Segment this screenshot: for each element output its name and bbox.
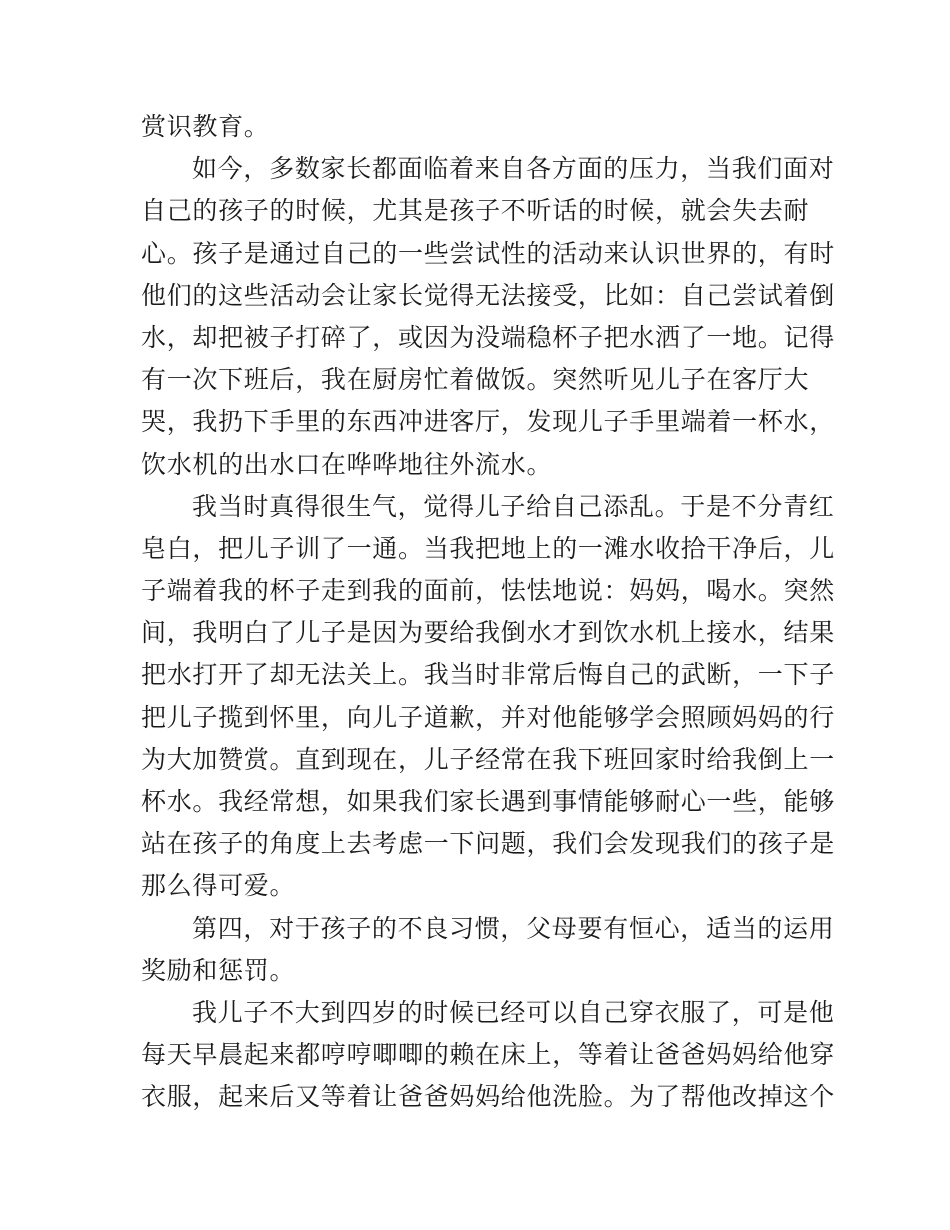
text-line: 子端着我的杯子走到我的面前，怯怯地说：妈妈，喝水。突然 [141, 576, 835, 606]
text-line: 水，却把被子打碎了，或因为没端稳杯子把水洒了一地。记得 [141, 322, 835, 352]
text-line: 第四，对于孩子的不良习惯，父母要有恒心，适当的运用 [192, 913, 835, 943]
text-line: 把水打开了却无法关上。我当时非常后悔自己的武断，一下子 [141, 660, 835, 690]
text-line: 心。孩子是通过自己的一些尝试性的活动来认识世界的，有时 [141, 238, 835, 268]
text-line: 奖励和惩罚。 [141, 955, 296, 985]
text-line: 每天早晨起来都哼哼唧唧的赖在床上，等着让爸爸妈妈给他穿 [141, 1040, 835, 1070]
text-line: 为大加赞赏。直到现在，儿子经常在我下班回家时给我倒上一 [141, 744, 835, 774]
text-line: 杯水。我经常想，如果我们家长遇到事情能够耐心一些，能够 [141, 787, 835, 816]
text-line: 间，我明白了儿子是因为要给我倒水才到饮水机上接水，结果 [141, 618, 835, 648]
text-line: 哭，我扔下手里的东西冲进客厅，发现儿子手里端着一杯水， [141, 407, 835, 437]
text-line: 把儿子揽到怀里，向儿子道歉，并对他能够学会照顾妈妈的行 [141, 702, 835, 732]
document-body [141, 106, 835, 1119]
text-line: 如今，多数家长都面临着来自各方面的压力，当我们面对 [192, 154, 835, 184]
text-line: 他们的这些活动会让家长觉得无法接受，比如：自己尝试着倒 [141, 280, 835, 310]
text-line: 有一次下班后，我在厨房忙着做饭。突然听见儿子在客厅大 [141, 365, 810, 395]
text-line: 衣服，起来后又等着让爸爸妈妈给他洗脸。为了帮他改掉这个 [141, 1082, 835, 1112]
text-line: 站在孩子的角度上去考虑一下问题，我们会发现我们的孩子是 [141, 829, 835, 859]
text-line: 我儿子不大到四岁的时候已经可以自己穿衣服了，可是他 [192, 997, 835, 1027]
text-line: 赏识教育。 [141, 112, 270, 141]
text-line: 皂白，把儿子训了一通。当我把地上的一滩水收拾干净后，儿 [141, 533, 835, 563]
text-line: 那么得可爱。 [141, 871, 296, 901]
text-line: 我当时真得很生气，觉得儿子给自己添乱。于是不分青红 [192, 491, 835, 521]
text-line: 自己的孩子的时候，尤其是孩子不听话的时候，就会失去耐 [141, 196, 810, 226]
text-line: 饮水机的出水口在哗哗地往外流水。 [141, 449, 553, 479]
